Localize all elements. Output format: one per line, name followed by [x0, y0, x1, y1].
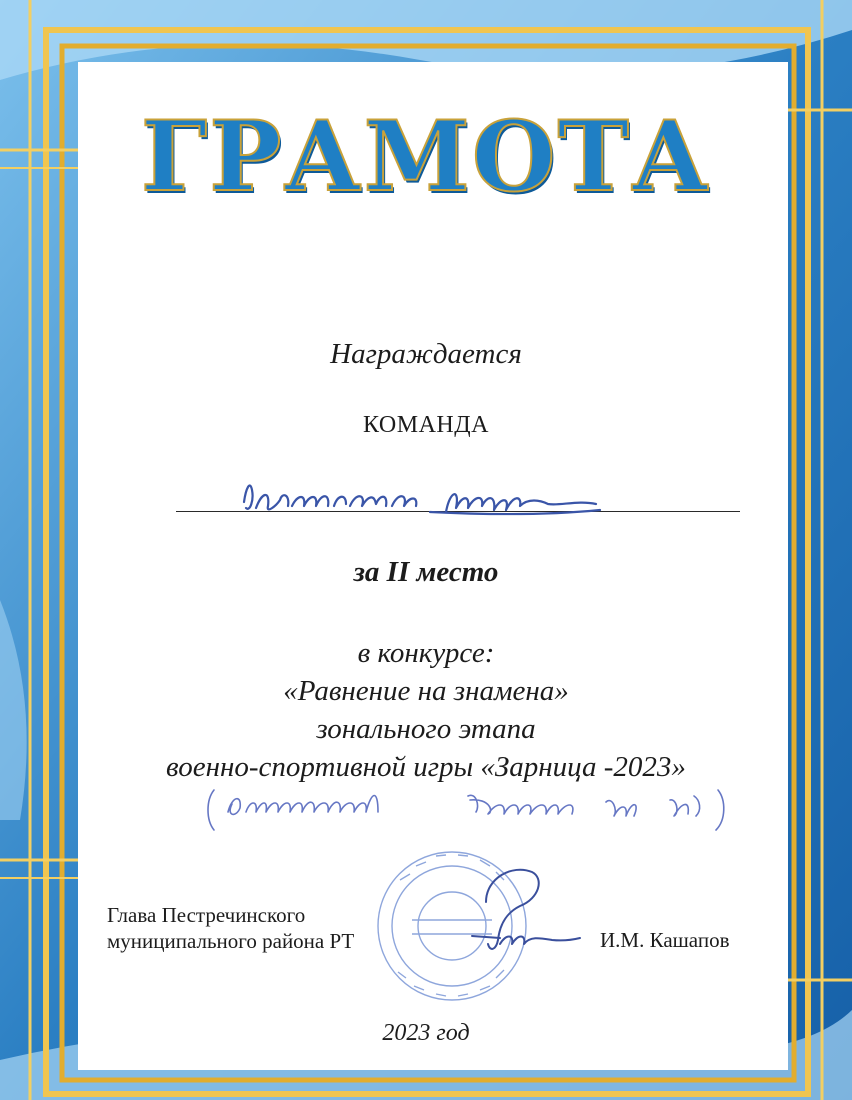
team-underline [176, 511, 740, 512]
signer-title [107, 902, 354, 954]
certificate-title: ГРАМОТА [140, 100, 712, 213]
contest-line-1: в конкурсе: [357, 637, 495, 669]
signer-title-line-1: Глава Пестречинского [107, 903, 306, 927]
place-line: за II место [353, 556, 499, 588]
signer-title-line-2: муниципального района РТ [107, 929, 355, 953]
contest-line-3: зонального этапа [316, 713, 536, 745]
team-label: КОМАНДА [363, 412, 489, 438]
contest-line-2: «Равнение на знамена» [283, 675, 569, 707]
year-line: 2023 год [382, 1020, 470, 1046]
contest-line-4: военно-спортивной игры «Зарница -2023» [166, 751, 686, 783]
signer-name: И.М. Кашапов [600, 928, 730, 952]
contest-block [0, 634, 852, 786]
awarded-line: Награждается [330, 338, 522, 370]
